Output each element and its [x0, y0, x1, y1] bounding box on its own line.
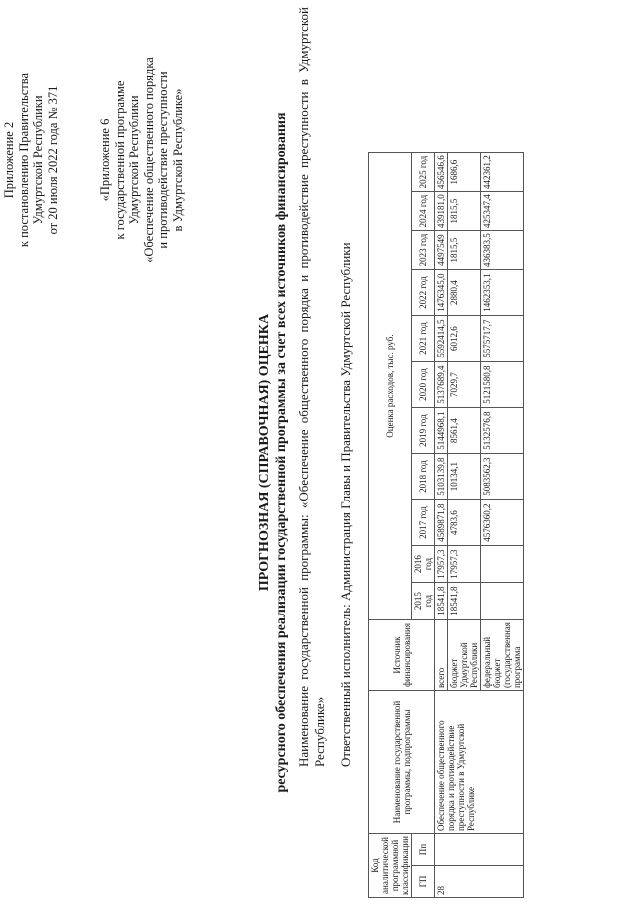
title-line-1: ПРОГНОЗНАЯ (СПРАВОЧНАЯ) ОЦЕНКА — [257, 313, 272, 592]
annex-block — [2, 35, 60, 285]
cell-value: 6012,6 — [448, 316, 481, 362]
annex-line: к постановлению Правительства — [16, 72, 31, 248]
cell-value: 7029,7 — [448, 362, 481, 408]
annex-line: в Удмуртской Республике» — [170, 88, 185, 232]
cell-value: 2880,4 — [448, 270, 481, 316]
annex-6-block — [98, 35, 185, 285]
header-year: 2024 год — [412, 192, 435, 231]
cell-value: 5121580,8 — [481, 362, 524, 408]
resource-table — [368, 152, 524, 898]
cell-value: 1476345,0 — [435, 270, 448, 316]
cell-value: 439181,0 — [435, 192, 448, 231]
header-year: 2023 год — [412, 231, 435, 270]
cell-value: 5575717,7 — [481, 316, 524, 362]
header-year: 2017 год — [412, 500, 435, 546]
annex-line: к государственной программе — [112, 80, 127, 240]
annex-line: Приложение 2 — [2, 121, 16, 199]
cell-value: 4589871,8 — [435, 500, 448, 546]
header-year: 2020 год — [412, 362, 435, 408]
cell-value — [481, 546, 524, 583]
header-pp: Пп — [412, 834, 435, 866]
cell-value: 1686,6 — [448, 153, 481, 192]
cell-value: 17957,3 — [435, 546, 448, 583]
cell-value: 5592414,5 — [435, 316, 448, 362]
cell-value: 1815,5 — [448, 192, 481, 231]
annex-line: Удмуртской Республики — [127, 95, 141, 225]
cell-value: 17957,3 — [448, 546, 481, 583]
cell-value: 442361,2 — [481, 153, 524, 192]
header-estimate: Оценка расходов, тыс. руб. — [369, 153, 412, 620]
annex-line: Удмуртской Республики — [31, 95, 45, 225]
program-name: Наименование государственной программы: «Обеспечение общественного порядка и противодействие преступности в Удмуртской Республике» — [296, 7, 327, 767]
cell-value: 5103139,8 — [435, 454, 448, 500]
cell-gp: 28 — [435, 866, 524, 898]
cell-value: 10134,1 — [448, 454, 481, 500]
cell-pp — [435, 834, 524, 866]
cell-value: 4497549 — [435, 231, 448, 270]
cell-value: 18541,8 — [448, 583, 481, 620]
annex-line: от 20 июля 2022 года № 371 — [45, 85, 60, 235]
header-year: 2022 год — [412, 270, 435, 316]
header-year: 2019 год — [412, 408, 435, 454]
annex-line: «Приложение 6 — [98, 118, 112, 202]
cell-value: 18541,8 — [435, 583, 448, 620]
cell-value: 456546,6 — [435, 153, 448, 192]
header-code: Код аналитической программной классификации — [369, 834, 412, 898]
cell-source: всего — [435, 620, 448, 691]
cell-value: 1815,5 — [448, 231, 481, 270]
cell-program-name: Обеспечение общественного порядка и противодействие преступности в Удмуртской Республике — [435, 691, 524, 834]
cell-value — [481, 583, 524, 620]
cell-value: 436383,5 — [481, 231, 524, 270]
responsible-executor: Ответственный исполнитель: Администрация Главы и Правительства Удмуртской Республики — [338, 242, 353, 767]
header-year: 2015 год — [412, 583, 435, 620]
cell-value: 5132576,8 — [481, 408, 524, 454]
cell-value: 425347,4 — [481, 192, 524, 231]
header-gp: ГП — [412, 866, 435, 898]
header-year: 2021 год — [412, 316, 435, 362]
cell-value: 5137689,4 — [435, 362, 448, 408]
header-name: Наименование государственной программы, подпрограммы — [369, 691, 435, 834]
cell-value: 1462353,1 — [481, 270, 524, 316]
cell-value: 5083562,3 — [481, 454, 524, 500]
cell-value: 5144968,1 — [435, 408, 448, 454]
cell-value: 4576360,2 — [481, 500, 524, 546]
title-line-2: ресурсного обеспечения реализации государственной программы за счет всех источников финансирования — [274, 112, 289, 793]
cell-value: 4783,6 — [448, 500, 481, 546]
cell-value: 8561,4 — [448, 408, 481, 454]
cell-source: федеральный бюджет (государственная программа — [481, 620, 524, 691]
annex-line: и противодействие преступности — [156, 71, 170, 249]
header-year: 2018 год — [412, 454, 435, 500]
annex-line: «Обеспечение общественного порядка — [141, 57, 156, 263]
header-year: 2016 год — [412, 546, 435, 583]
document-title — [256, 0, 290, 905]
header-year: 2025 год — [412, 153, 435, 192]
cell-source: бюджет Удмуртской Республики — [448, 620, 481, 691]
header-source: Источник финансирования — [369, 620, 435, 691]
table-row — [435, 153, 448, 898]
